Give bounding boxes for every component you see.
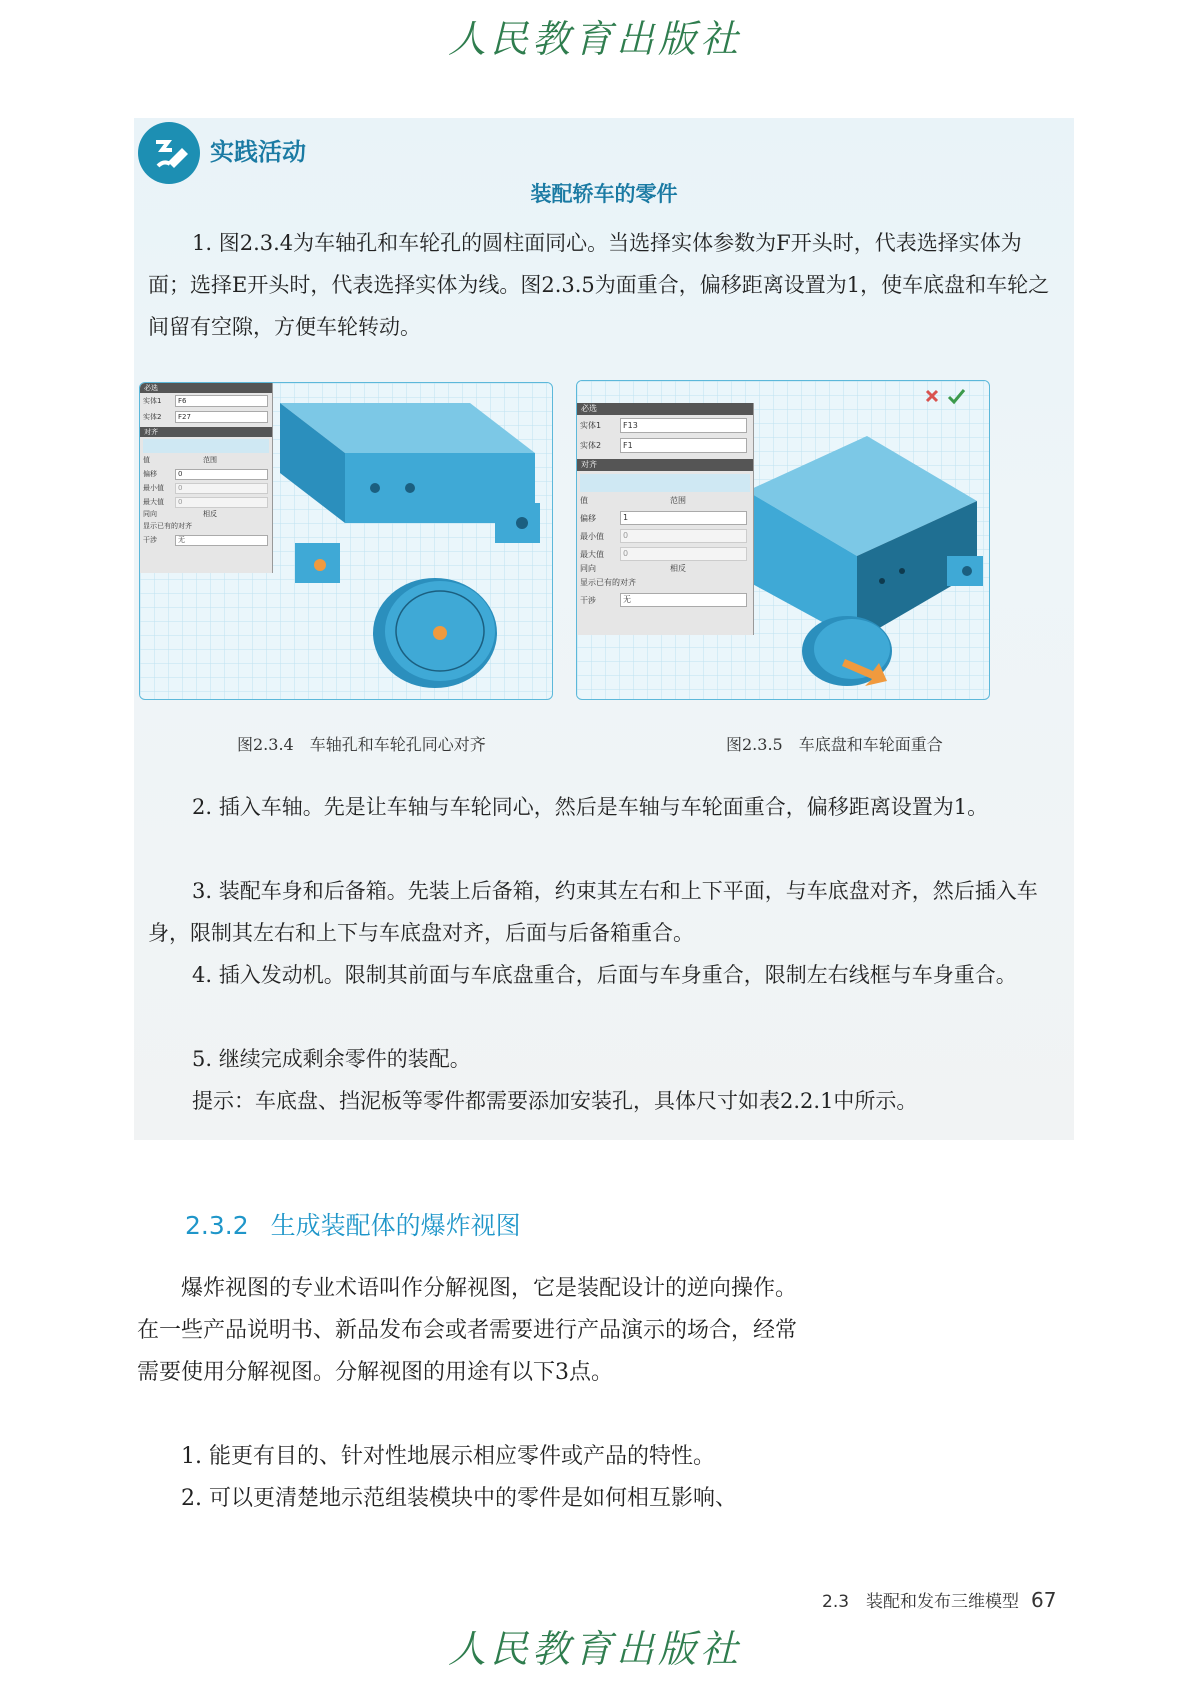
figure-2-3-5 xyxy=(576,380,990,700)
interfere-select[interactable]: 无 xyxy=(175,535,268,546)
panel-section-required: 必选 xyxy=(577,403,753,415)
dir-opposite[interactable]: 相反 xyxy=(203,510,217,518)
section-title: 生成装配体的爆炸视图 xyxy=(270,1211,521,1240)
max-input[interactable]: 0 xyxy=(175,497,268,508)
constraint-panel xyxy=(140,383,273,573)
align-type-toolbar[interactable] xyxy=(143,439,269,453)
page-footer xyxy=(822,1587,1057,1612)
panel-section-align: 对齐 xyxy=(577,459,753,471)
activity-paragraph-5: 5. 继续完成剩余零件的装配。 xyxy=(192,1047,471,1071)
option-value[interactable]: 值 xyxy=(580,496,588,505)
dir-opposite[interactable]: 相反 xyxy=(670,564,686,573)
offset-label: 偏移 xyxy=(580,513,596,523)
entity2-field[interactable]: F1 xyxy=(620,438,747,453)
entity2-row xyxy=(140,409,272,425)
dir-same[interactable]: 同向 xyxy=(143,510,157,518)
interfere-label: 干涉 xyxy=(580,595,596,605)
publisher-logo: 人民教育出版社 xyxy=(447,1627,742,1671)
entity1-field[interactable]: F13 xyxy=(620,418,747,433)
max-input[interactable]: 0 xyxy=(620,547,747,561)
tools-icon xyxy=(138,122,200,184)
entity2-label: 实体2 xyxy=(143,413,162,421)
figure-caption-2-3-5: 图2.3.5 车底盘和车轮面重合 xyxy=(726,735,943,754)
practice-activity-box xyxy=(134,118,1074,1140)
entity1-label: 实体1 xyxy=(580,420,602,430)
panel-section-required: 必选 xyxy=(140,383,272,393)
page-number: 67 xyxy=(1031,1588,1057,1612)
activity-paragraph-4: 4. 插入发动机。限制其前面与车底盘重合，后面与车身重合，限制左右线框与车身重合。 xyxy=(192,963,1017,987)
activity-tip: 提示：车底盘、挡泥板等零件都需要添加安装孔，具体尺寸如表2.2.1中所示。 xyxy=(192,1089,918,1113)
panel-section-align: 对齐 xyxy=(140,427,272,437)
activity-paragraph-2: 2. 插入车轴。先是让车轴与车轮同心，然后是车轴与车轮面重合，偏移距离设置为1。 xyxy=(192,795,989,819)
activity-title: 实践活动 xyxy=(210,138,306,166)
option-range[interactable]: 范围 xyxy=(203,456,217,464)
interfere-select[interactable]: 无 xyxy=(620,593,747,607)
section-paragraph-3: 2. 可以更清楚地示范组装模块中的零件是如何相互影响、 xyxy=(181,1486,737,1511)
entity2-field[interactable]: F27 xyxy=(175,411,268,423)
section-number: 2.3.2 xyxy=(185,1211,249,1240)
max-label: 最大值 xyxy=(580,549,604,559)
figure-2-3-4 xyxy=(139,382,553,700)
option-value[interactable]: 值 xyxy=(143,456,150,464)
footer-section-label: 2.3 装配和发布三维模型 xyxy=(822,1592,1020,1612)
dir-same[interactable]: 同向 xyxy=(580,564,596,573)
section-heading xyxy=(185,1206,521,1242)
section-paragraph-2: 1. 能更有目的、针对性地展示相应零件或产品的特性。 xyxy=(181,1444,715,1469)
show-existing-checkbox[interactable]: 显示已有的对齐 xyxy=(580,578,636,587)
interfere-label: 干涉 xyxy=(143,536,157,544)
constraint-panel xyxy=(577,403,754,635)
min-input[interactable]: 0 xyxy=(175,483,268,494)
align-type-toolbar[interactable] xyxy=(580,474,750,492)
entity1-row xyxy=(140,393,272,409)
activity-paragraph-1: 1. 图2.3.4为车轴孔和车轮孔的圆柱面同心。当选择实体参数为F开头时，代表选择实体为面；选择E开头时，代表选择实体为线。图2.3.5为面重合，偏移距离设置为1，使车底盘和车轮之间留有空隙，方便车轮转动。 xyxy=(148,231,1050,339)
section-paragraph-1: 爆炸视图的专业术语叫作分解视图，它是装配设计的逆向操作。在一些产品说明书、新品发布会或者需要进行产品演示的场合，经常需要使用分解视图。分解视图的用途有以下3点。 xyxy=(137,1276,798,1385)
entity2-label: 实体2 xyxy=(580,440,602,450)
min-input[interactable]: 0 xyxy=(620,529,747,543)
max-label: 最大值 xyxy=(143,498,164,506)
figure-caption-2-3-4: 图2.3.4 车轴孔和车轮孔同心对齐 xyxy=(237,735,486,754)
offset-label: 偏移 xyxy=(143,470,157,478)
offset-input[interactable]: 0 xyxy=(175,469,268,480)
activity-paragraph-3: 3. 装配车身和后备箱。先装上后备箱，约束其左右和上下平面，与车底盘对齐，然后插入车身，限制其左右和上下与车底盘对齐，后面与后备箱重合。 xyxy=(148,879,1038,945)
entity1-label: 实体1 xyxy=(143,397,162,405)
publisher-logo: 人民教育出版社 xyxy=(447,17,742,61)
offset-input[interactable]: 1 xyxy=(620,511,747,525)
entity1-field[interactable]: F6 xyxy=(175,395,268,407)
show-existing-checkbox[interactable]: 显示已有的对齐 xyxy=(143,522,192,530)
option-range[interactable]: 范围 xyxy=(670,496,686,505)
activity-subtitle: 装配轿车的零件 xyxy=(530,182,678,206)
min-label: 最小值 xyxy=(580,531,604,541)
min-label: 最小值 xyxy=(143,484,164,492)
